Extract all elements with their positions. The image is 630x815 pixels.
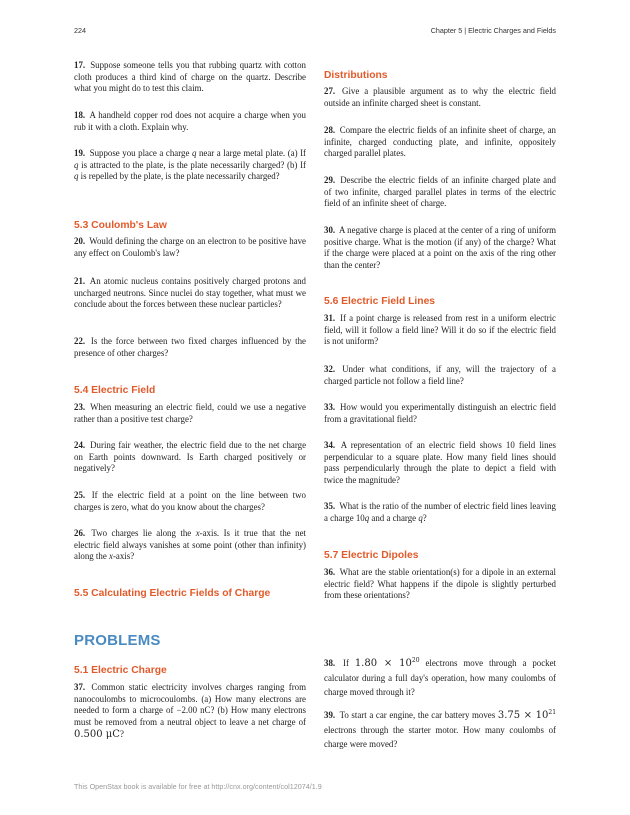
question-24: 24. During fair weather, the electric field due to the net charge on Earth points downward. Is Earth charged positively or negatively? [74,440,307,474]
problem-38: 38. If $1.80 \times 10^{20}$ electrons move through a pocket calculator during a full day's operation, how many coulombs of charge moved through it? [324,657,556,697]
chapter-title: Chapter 5 | Electric Charges and Fields [430,26,556,35]
section-heading-distributions: Distributions [324,70,388,81]
section-heading-electric-charge: 5.1 Electric Charge [74,665,167,676]
question-21: 21. An atomic nucleus contains positively charged protons and uncharged neutrons. Since nuclei do stay together, what must we conclude about the forces between these nuclear particles? [74,276,306,310]
page-number: 224 [74,26,86,35]
question-32: 32. Under what conditions, if any, will the trajectory of a charged particle not follow a field line? [324,364,556,386]
question-31: 31. If a point charge is released from rest in a uniform electric field, will it follow a field line? Will it do so if the electric field is not uniform? [324,313,556,347]
question-22: 22. Is the force between two fixed charges influenced by the presence of other charges? [74,336,306,358]
question-33: 33. How would you experimentally distinguish an electric field from a gravitational field? [324,402,556,424]
question-19: 19. Suppose you place a charge q near a large metal plate. (a) If q is attracted to the plate, is the plate necessarily charged? (b) If q is repelled by the plate, is the plate necessarily charged? [74,148,307,182]
section-heading-field-lines: 5.6 Electric Field Lines [324,296,436,307]
problem-37: 37. Common static electricity involves charges ranging from nanocoulombs to microcoulombs. (a) How many electrons are needed to form a charge of −2.00 nC? (b) How many electrons must be removed from a neutral object to leave a net charge of 0.500 μC? [74,682,307,740]
question-35: 35. What is the ratio of the number of electric field lines leaving a charge 10q and a charge q? [324,501,556,523]
section-heading-coulombs-law: 5.3 Coulomb's Law [74,220,167,231]
question-36: 36. What are the stable orientation(s) for a dipole in an external electric field? What happens if the dipole is slightly perturbed from these orientations? [324,567,556,601]
question-29: 29. Describe the electric fields of an infinite charged plate and of two infinite, charged parallel plates in terms of the electric field of an infinite sheet of charge. [324,175,556,209]
question-27: 27. Give a plausible argument as to why the electric field outside an infinite charged sheet is constant. [324,86,556,108]
question-26: 26. Two charges lie along the x-axis. Is it true that the net electric field always vanishes at some point (other than infinity) along the x-axis? [74,528,306,562]
question-30: 30. A negative charge is placed at the center of a ring of uniform positive charge. What is the motion (if any) of the charge? What if the charge were placed at a point on the axis of the ring other than the center? [324,225,556,271]
question-18: 18. A handheld copper rod does not acquire a charge when you rub it with a cloth. Explain why. [74,110,306,132]
footer-note: This OpenStax book is available for free at http://cnx.org/content/col12074/1.9 [74,782,322,791]
question-25: 25. If the electric field at a point on the line between two charges is zero, what do you know about the charges? [74,490,306,512]
question-34: 34. A representation of an electric field shows 10 field lines perpendicular to a square plate. How many field lines should pass perpendicularly through the plate to depict a field with twice the magnitude? [324,440,556,486]
problems-heading: PROBLEMS [74,632,161,649]
section-heading-dipoles: 5.7 Electric Dipoles [324,550,419,561]
question-28: 28. Compare the electric fields of an infinite sheet of charge, an infinite, charged conducting plate, and infinite, oppositely charged parallel plates. [324,125,556,159]
question-23: 23. When measuring an electric field, could we use a negative rather than a positive test charge? [74,402,306,424]
problem-39: 39. To start a car engine, the car battery moves $3.75 \times 10^{21}$ electrons through the starter motor. How many coulombs of charge were moved? [324,709,557,749]
question-17: 17. Suppose someone tells you that rubbing quartz with cotton cloth produces a third kind of charge on the quartz. Describe what you might do to test this claim. [74,60,306,94]
section-heading-calculating: 5.5 Calculating Electric Fields of Charge [74,588,271,599]
question-20: 20. Would defining the charge on an electron to be positive have any effect on Coulomb's law? [74,236,306,258]
section-heading-electric-field: 5.4 Electric Field [74,385,156,396]
